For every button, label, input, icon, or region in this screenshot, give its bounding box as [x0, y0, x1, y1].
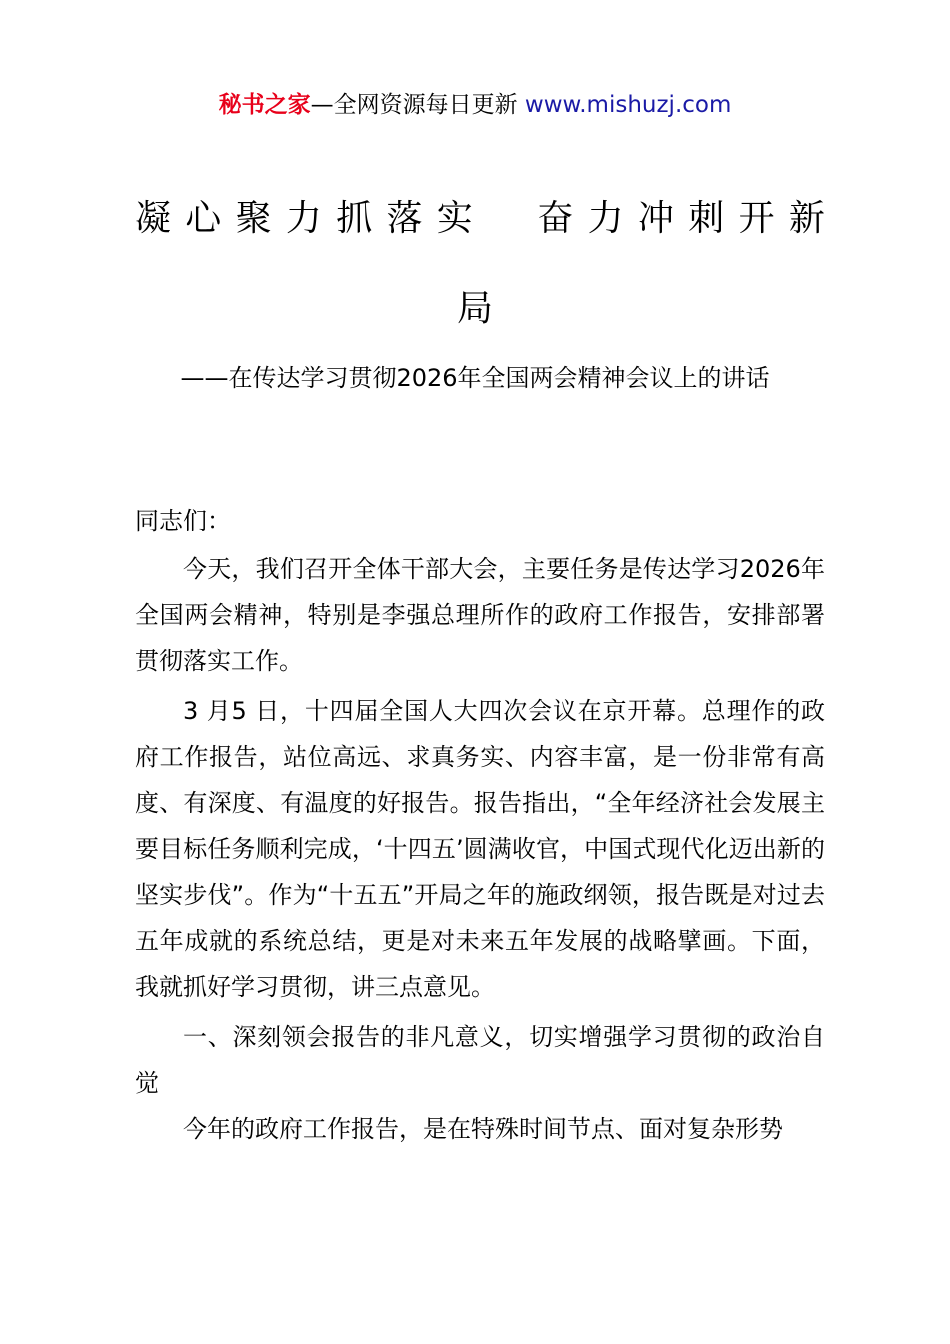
- paragraph-1: 今天，我们召开全体干部大会，主要任务是传达学习2026年全国两会精神，特别是李强总理所作的政府工作报告，安排部署贯彻落实工作。: [135, 555, 825, 675]
- title-char: 新: [788, 198, 825, 239]
- title-char: 开: [738, 198, 775, 239]
- title-char: 力: [285, 198, 322, 239]
- title-char: 聚: [235, 198, 272, 239]
- title-char: 力: [587, 198, 624, 239]
- title-char: 实: [436, 198, 473, 239]
- title-char: 奋: [537, 198, 574, 239]
- site-header: [0, 88, 950, 122]
- title-char: 冲: [637, 198, 674, 239]
- document-title: [135, 190, 825, 248]
- title-char: 抓: [336, 198, 373, 239]
- greeting: 同志们：: [135, 507, 231, 535]
- site-url[interactable]: www.mishuzj.com: [524, 92, 732, 118]
- title-line-2: 局: [456, 288, 493, 329]
- document-body: [135, 498, 825, 1152]
- paragraph-2: 3 月5 日，十四届全国人大四次会议在京开幕。总理作的政府工作报告，站位高远、求真务实、内容丰富，是一份非常有高度、有深度、有温度的好报告。报告指出，“全年经济社会发展主要目标任务顺利完成，‘十四五’圆满收官，中国式现代化迈出新的坚实步伐”。作为“十五五”开局之年的施政纲领，报告既是对过去五年成就的系统总结，更是对未来五年发展的战略擘画。下面，我就抓好学习贯彻，讲三点意见。: [135, 697, 825, 1001]
- title-char: 凝: [135, 198, 172, 239]
- section-heading-1: 一、深刻领会报告的非凡意义，切实增强学习贯彻的政治自觉: [135, 1023, 825, 1097]
- document-subtitle: ——在传达学习贯彻2026年全国两会精神会议上的讲话: [180, 364, 770, 392]
- title-char: 刺: [688, 198, 725, 239]
- brand-name: 秘书之家: [218, 92, 311, 118]
- tagline: —全网资源每日更新: [310, 92, 518, 118]
- title-line-1: [135, 190, 825, 248]
- title-char: 心: [185, 198, 222, 239]
- title-char: 落: [386, 198, 423, 239]
- paragraph-3: 今年的政府工作报告，是在特殊时间节点、面对复杂形势: [183, 1115, 783, 1143]
- title-char: [487, 190, 523, 248]
